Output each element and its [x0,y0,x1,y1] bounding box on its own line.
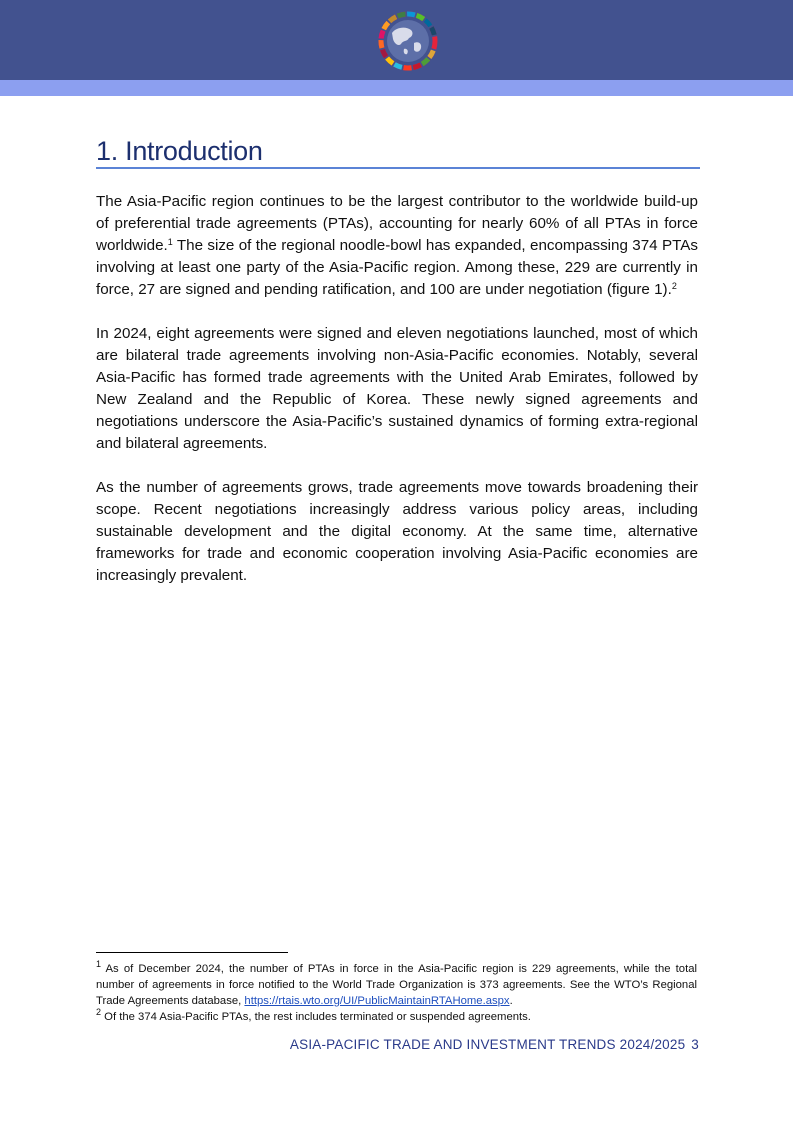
footnote-ref-1[interactable]: 1 [167,237,173,247]
page-number: 3 [691,1037,699,1052]
paragraph-3: As the number of agreements grows, trade agreements move towards broadening their scope. Recent negotiations increasingly address various policy areas, including sustainable development and the digital economy. At the same time, alternative frameworks for trade and economic cooperation involving Asia-Pacific economies are increasingly prevalent. [96,479,698,584]
footnote-separator [96,952,288,953]
title-underline [96,167,700,169]
footnotes [96,961,697,1025]
paragraph-1-text-a: The Asia-Pacific region continues to be the largest contributor to the worldwide build-up of preferential trade agreements (PTAs), accounting for nearly 60% of all PTAs in force worldwide. [96,193,698,254]
body-text [96,191,698,609]
paragraph-1 [96,191,698,301]
sdg-globe-logo-icon [376,9,440,73]
footnote-ref-2[interactable]: 2 [671,281,677,291]
paragraph-1-text-b: The size of the regional noodle-bowl has expanded, encompassing 374 PTAs involving at least one party of the Asia-Pacific region. Among these, 229 are currently in force, 27 are signed and pending ratification, and 100 are under negotiation (figure 1). [96,237,698,298]
footnote-2-text: Of the 374 Asia-Pacific PTAs, the rest includes terminated or suspended agreements. [101,1011,531,1023]
footnote-1-marker: 1 [96,959,102,969]
header-sub-band [0,80,793,96]
footnote-1-text: As of December 2024, the number of PTAs in force in the Asia-Pacific region is 229 agreements, while the total number of agreements in force notified to the World Trade Organization is 373 agreements. See the WTO’s Regional Trade Agreements database, [96,963,697,1007]
globe [387,20,429,62]
page-title: 1. Introduction [96,136,263,166]
footnote-2 [96,1009,697,1025]
footnote-1-end: . [509,995,513,1007]
footnote-2-marker: 2 [96,1007,102,1017]
paragraph-2: In 2024, eight agreements were signed and eleven negotiations launched, most of which are bilateral trade agreements involving non-Asia-Pacific economies. Notably, several Asia-Pacific has formed trade agreements with the United Arab Emirates, followed by New Zealand and the Republic of Korea. These newly signed agreements and negotiations underscore the Asia-Pacific’s sustained dynamics of forming extra-regional and bilateral agreements. [96,325,698,452]
page-footer [290,1037,699,1052]
footnote-1 [96,961,697,1009]
wto-rta-database-link[interactable]: https://rtais.wto.org/UI/PublicMaintainRTAHome.aspx [244,995,510,1007]
footer-title: ASIA-PACIFIC TRADE AND INVESTMENT TRENDS 2024/2025 [289,1037,686,1052]
